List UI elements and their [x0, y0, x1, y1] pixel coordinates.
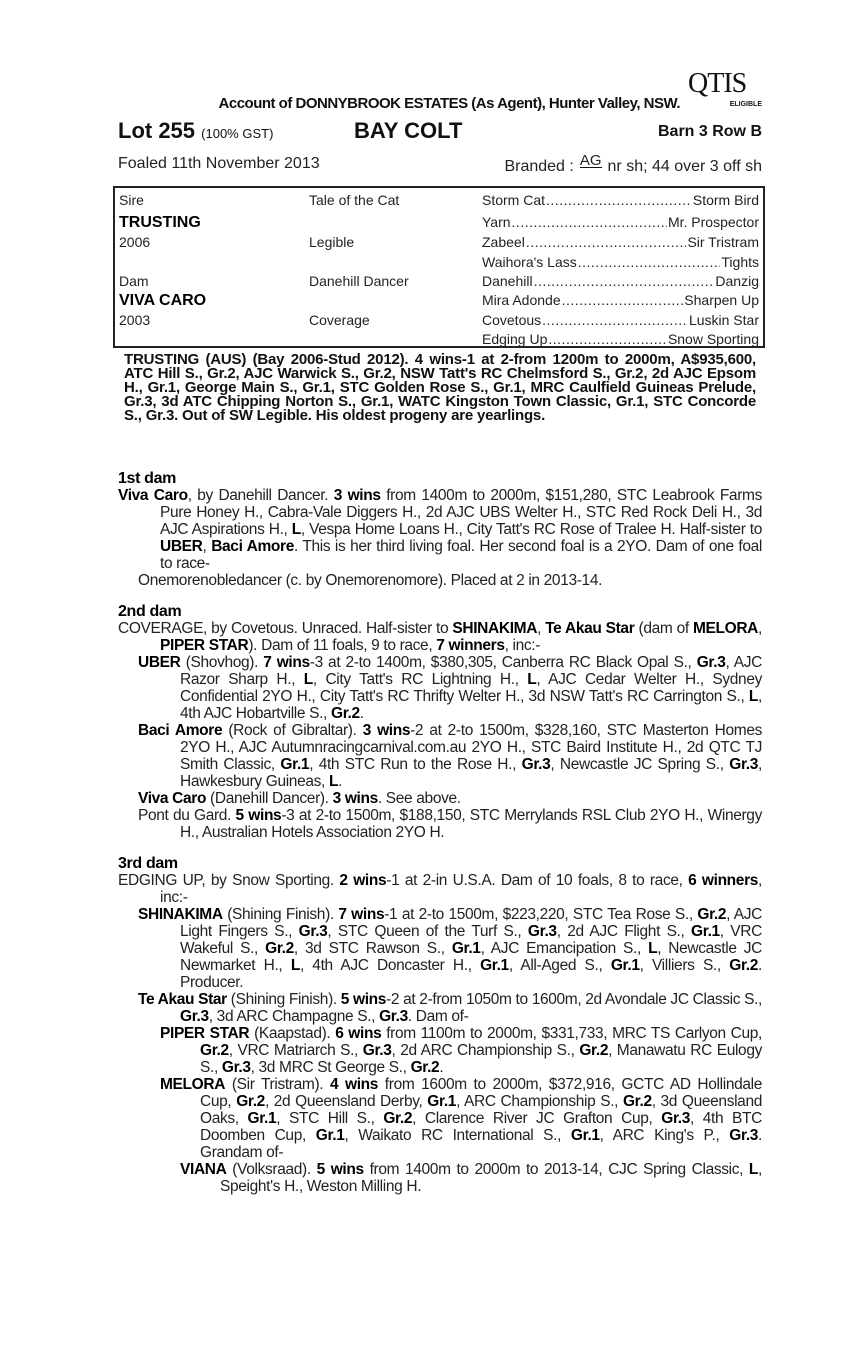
- bold-text: Gr.2: [622, 1093, 652, 1110]
- text: , 4th BTC Doomben Cup,: [200, 1110, 762, 1144]
- pedigree-grandparent: Danehill Dancer: [309, 273, 409, 289]
- text: .: [359, 705, 364, 722]
- pedigree-great-great-grandparent: Sharpen Up: [684, 292, 759, 308]
- bold-text: L: [328, 773, 339, 790]
- bold-text: Viva Caro: [118, 487, 188, 504]
- bold-text: Gr.3: [729, 1127, 759, 1144]
- bold-text: PIPER STAR: [160, 637, 249, 654]
- text: , Newcastle JC Spring S.,: [550, 756, 730, 773]
- pedigree-great-grandparent: Yarn: [482, 214, 511, 230]
- text: ). Dam of 11 foals, 9 to race,: [248, 637, 437, 654]
- pedigree-parent: TRUSTING: [119, 214, 201, 231]
- text: Onemorenobledancer (c. by Onemorenomore). Placed at 2 in 2013-14.: [138, 572, 603, 589]
- produce-record: [118, 807, 762, 841]
- bold-text: L: [303, 671, 313, 688]
- pedigree-great-grandparent: Zabeel: [482, 234, 525, 250]
- text: , VRC Matriarch S.,: [228, 1042, 363, 1059]
- produce-record: [118, 654, 762, 722]
- text: COVERAGE, by Covetous. Unraced. Half-sister to: [118, 620, 453, 637]
- pedigree-great-grandparent: Edging Up: [482, 331, 548, 347]
- qtis-eligible-logo: [688, 70, 764, 110]
- lot-line: [118, 118, 762, 146]
- branded-label: Branded :: [504, 158, 574, 175]
- produce-record: [118, 572, 762, 589]
- text: , 3d Queensland Oaks,: [200, 1093, 762, 1127]
- bold-text: 5 wins: [316, 1161, 364, 1178]
- bold-text: MELORA: [692, 620, 759, 637]
- dot-leader: [578, 254, 721, 270]
- bold-text: 6 wins: [335, 1025, 382, 1042]
- text: , 2d Queensland Derby,: [264, 1093, 428, 1110]
- bold-text: Baci Amore: [138, 722, 223, 739]
- text: , Speight's H., Weston Milling H.: [220, 1161, 762, 1195]
- bold-text: Gr.1: [691, 923, 720, 940]
- pedigree-grandparent: Coverage: [309, 312, 370, 328]
- dam-section: [118, 603, 762, 841]
- pedigree-great-grandparent: Storm Cat: [482, 192, 546, 208]
- bold-text: Gr.1: [315, 1127, 345, 1144]
- text: , Villiers S.,: [639, 957, 730, 974]
- dot-leader: [534, 273, 715, 289]
- pedigree-grandparent: Legible: [309, 234, 355, 250]
- bold-text: 3 wins: [332, 790, 378, 807]
- bold-text: VIANA: [180, 1161, 227, 1178]
- text: .: [338, 773, 343, 790]
- foaled-date: Foaled 11th November 2013: [118, 155, 320, 172]
- pedigree-table: [113, 186, 765, 348]
- bold-text: Gr.2: [330, 705, 360, 722]
- bold-text: Gr.3: [661, 1110, 691, 1127]
- bold-text: Gr.3: [221, 1059, 251, 1076]
- text: . Dam of-: [407, 1008, 469, 1025]
- text: , 2d AJC Flight S.,: [556, 923, 692, 940]
- text: , Newcastle JC Newmarket H.,: [180, 940, 762, 974]
- bold-text: Gr.1: [247, 1110, 277, 1127]
- text: ,: [758, 620, 762, 637]
- text: , Waikato RC International S.,: [344, 1127, 571, 1144]
- text: -2 at 2-from 1050m to 1600m, 2d Avondale JC Classic S.,: [386, 991, 762, 1008]
- bold-text: Gr.1: [451, 940, 481, 957]
- bold-text: MELORA: [160, 1076, 226, 1093]
- text: , STC Hill S.,: [276, 1110, 384, 1127]
- bold-text: Gr.3: [362, 1042, 392, 1059]
- bold-text: Gr.1: [480, 957, 509, 974]
- text: -2 at 2-to 1500m, $328,160, STC Masterton Homes 2YO H., AJC Autumnracingcarnival.com.au 2YO H., STC Baird Institute H., 2d QTC TJ Smith Classic,: [180, 722, 762, 773]
- pedigree-parent: 2003: [119, 312, 151, 328]
- pedigree-parent: VIVA CARO: [119, 292, 207, 309]
- bold-text: Gr.3: [521, 756, 551, 773]
- barn-location: Barn 3 Row B: [657, 123, 762, 140]
- text: ,: [202, 538, 212, 555]
- text: , Vespa Home Loans H., City Tatt's RC Rose of Tralee H. Half-sister to: [300, 521, 762, 538]
- text: ,: [537, 620, 546, 637]
- pedigree-row: [115, 273, 763, 292]
- pedigree-great-great-grandparent: Luskin Star: [688, 312, 759, 328]
- pedigree-row: [115, 312, 763, 331]
- pedigree-parent: 2006: [119, 234, 151, 250]
- text: , AJC Light Fingers S.,: [180, 906, 762, 940]
- qtis-logo-text: QTIS: [688, 68, 747, 99]
- bold-text: Gr.1: [610, 957, 640, 974]
- text: .: [439, 1059, 444, 1076]
- bold-text: UBER: [160, 538, 203, 555]
- dam-section: [118, 855, 762, 1195]
- pedigree-parent: Sire: [119, 192, 144, 208]
- bold-text: UBER: [138, 654, 181, 671]
- text: , VRC Wakeful S.,: [180, 923, 762, 957]
- section-heading: 2nd dam: [118, 603, 182, 620]
- brand-mark: AG: [579, 152, 602, 169]
- bold-text: Gr.1: [280, 756, 310, 773]
- foaled-line: [118, 152, 762, 177]
- text: -3 at 2-to 1500m, $188,150, STC Merrylands RSL Club 2YO H., Winergy H., Australian Hotels Association 2YO H.: [180, 807, 762, 841]
- bold-text: 5 wins: [340, 991, 387, 1008]
- produce-record: [118, 991, 762, 1025]
- bold-text: 4 wins: [329, 1076, 379, 1093]
- dot-leader: [562, 292, 684, 308]
- bold-text: Gr.2: [265, 940, 294, 957]
- text: (Shovhog).: [180, 654, 264, 671]
- dot-leader: [512, 214, 667, 230]
- produce-record: [118, 620, 762, 654]
- bold-text: Gr.1: [427, 1093, 457, 1110]
- text: (Shining Finish).: [222, 906, 339, 923]
- section-heading: 3rd dam: [118, 855, 178, 872]
- dam-section: [118, 470, 762, 589]
- produce-record: [118, 1076, 762, 1161]
- pedigree-parent: Dam: [119, 273, 149, 289]
- text: (Sir Tristram).: [225, 1076, 330, 1093]
- produce-record: [118, 790, 762, 807]
- bold-text: Gr.2: [383, 1110, 413, 1127]
- lot-label: Lot 255: [118, 118, 196, 143]
- bold-text: Gr.3: [527, 923, 557, 940]
- bold-text: L: [291, 521, 301, 538]
- text: from 1100m to 2000m, $331,733, MRC TS Carlyon Cup,: [381, 1025, 762, 1042]
- produce-record: [118, 1161, 762, 1195]
- text: from 1400m to 2000m to 2013-14, CJC Spring Classic,: [363, 1161, 749, 1178]
- pedigree-great-great-grandparent: Danzig: [715, 273, 759, 289]
- text: , AJC Cedar Welter H., Sydney Confidential 2YO H., City Tatt's RC Thrifty Welter H., 3d NSW Tatt's RC Carrington S.,: [180, 671, 762, 705]
- pedigree-great-grandparent: Covetous: [482, 312, 542, 328]
- text: . See above.: [377, 790, 461, 807]
- pedigree-great-grandparent: Waihora's Lass: [482, 254, 577, 270]
- bold-text: Gr.2: [697, 906, 727, 923]
- produce-record: [118, 906, 762, 991]
- text: , City Tatt's RC Lightning H.,: [312, 671, 528, 688]
- pedigree-great-grandparent: Mira Adonde: [482, 292, 561, 308]
- text: (Rock of Gibraltar).: [222, 722, 363, 739]
- text: -3 at 2-to 1400m, $380,305, Canberra RC Black Opal S.,: [309, 654, 697, 671]
- bold-text: Gr.3: [696, 654, 726, 671]
- text: EDGING UP, by Snow Sporting.: [118, 872, 340, 889]
- bold-text: Gr.3: [180, 1008, 209, 1025]
- qtis-logo-sub: ELIGIBLE: [729, 101, 762, 108]
- text: , ARC King's P.,: [599, 1127, 730, 1144]
- bold-text: Gr.1: [570, 1127, 600, 1144]
- bold-text: 7 winners: [436, 637, 505, 654]
- brand-info: [504, 152, 762, 176]
- bold-text: Viva Caro: [138, 790, 207, 807]
- lot-number: [118, 118, 273, 144]
- text: -1 at 2-in U.S.A. Dam of 10 foals, 8 to race,: [386, 872, 689, 889]
- bold-text: 7 wins: [263, 654, 310, 671]
- bold-text: L: [648, 940, 658, 957]
- bold-text: Te Akau Star: [138, 991, 227, 1008]
- bold-text: Gr.2: [579, 1042, 609, 1059]
- bold-text: 6 winners: [688, 872, 759, 889]
- bold-text: 2 wins: [339, 872, 387, 889]
- text: . Grandam of-: [200, 1127, 763, 1161]
- pedigree-great-great-grandparent: Snow Sporting: [667, 331, 759, 347]
- produce-record: [118, 487, 762, 572]
- bold-text: L: [748, 688, 759, 705]
- bold-text: 7 wins: [338, 906, 385, 923]
- text: , 3d ARC Champagne S.,: [208, 1008, 380, 1025]
- text: , 3d MRC St George S.,: [250, 1059, 411, 1076]
- pedigree-row: [115, 214, 763, 233]
- text: , ARC Championship S.,: [456, 1093, 623, 1110]
- vendor-account: Account of DONNYBROOK ESTATES (As Agent), Hunter Valley, NSW.: [218, 95, 680, 112]
- text: , 4th AJC Doncaster H.,: [299, 957, 481, 974]
- text: , STC Queen of the Turf S.,: [327, 923, 528, 940]
- text: , AJC Emancipation S.,: [480, 940, 649, 957]
- text: (Volksraad).: [226, 1161, 317, 1178]
- dot-leader: [546, 192, 692, 208]
- brand-detail: nr sh; 44 over 3 off sh: [607, 158, 762, 175]
- bold-text: 3 wins: [333, 487, 381, 504]
- bold-text: L: [290, 957, 300, 974]
- text: , inc:-: [504, 637, 541, 654]
- bold-text: Gr.2: [236, 1093, 265, 1110]
- text: from 1400m to 2000m, $151,280, STC Leabrook Farms Pure Honey H., Cabra-Vale Diggers H., 2d AJC UBS Welter H., STC Red Rock Deli H., 3d AJC Aspirations H.,: [160, 487, 762, 538]
- bold-text: Gr.3: [379, 1008, 408, 1025]
- bold-text: 3 wins: [362, 722, 411, 739]
- text: , 4th STC Run to the Rose H.,: [309, 756, 522, 773]
- text: (Shining Finish).: [226, 991, 341, 1008]
- bold-text: Gr.2: [729, 957, 759, 974]
- text: , by Danehill Dancer.: [187, 487, 334, 504]
- text: , 4th AJC Hobartville S.,: [180, 688, 762, 722]
- text: -1 at 2-to 1500m, $223,220, STC Tea Rose S.,: [384, 906, 698, 923]
- pedigree-row: [115, 254, 763, 273]
- bold-text: 5 wins: [235, 807, 282, 824]
- bold-text: SHINAKIMA: [452, 620, 538, 637]
- text: (dam of: [634, 620, 693, 637]
- horse-description: BAY COLT: [354, 118, 463, 143]
- bold-text: Gr.3: [729, 756, 759, 773]
- pedigree-row: [115, 292, 763, 311]
- pedigree-row: [115, 331, 763, 350]
- produce-record: [118, 722, 762, 790]
- bold-text: L: [527, 671, 537, 688]
- sire-summary: TRUSTING (AUS) (Bay 2006-Stud 2012). 4 wins-1 at 2-from 1200m to 2000m, A$935,600, ATC Hill S., Gr.2, AJC Warwick S., Gr.2, NSW Tatt's RC Chelmsford S., Gr.2, 2d AJC Epsom H., Gr.1, George Main S., Gr.1, STC Golden Rose S., Gr.1, MRC Caulfield Guineas Prelude, Gr.3, 3d ATC Chipping Norton S., Gr.1, WATC Kingston Town Classic, Gr.1, STC Concorde S., Gr.3. Out of SW Legible. His oldest progeny are yearlings.: [124, 351, 756, 424]
- text: , Clarence River JC Grafton Cup,: [412, 1110, 662, 1127]
- produce-record: [118, 1025, 762, 1076]
- section-heading: 1st dam: [118, 470, 177, 487]
- pedigree-great-great-grandparent: Mr. Prospector: [667, 214, 759, 230]
- text: , AJC Razor Sharp H.,: [180, 654, 763, 688]
- pedigree-great-great-grandparent: Sir Tristram: [687, 234, 759, 250]
- text: , 3d STC Rawson S.,: [293, 940, 452, 957]
- pedigree-row: [115, 192, 763, 211]
- produce-record: [118, 872, 762, 906]
- gst-note: (100% GST): [201, 126, 274, 141]
- pedigree-grandparent: Tale of the Cat: [309, 192, 400, 208]
- pedigree-row: [115, 234, 763, 253]
- pedigree-great-great-grandparent: Tights: [721, 254, 759, 270]
- text: . Producer.: [180, 957, 762, 991]
- bold-text: Gr.3: [298, 923, 328, 940]
- text: , Hawkesbury Guineas,: [180, 756, 762, 790]
- text: , All-Aged S.,: [508, 957, 611, 974]
- dot-leader: [548, 331, 667, 347]
- bold-text: SHINAKIMA: [138, 906, 223, 923]
- text: . This is her third living foal. Her second foal is a 2YO. Dam of one foal to race-: [160, 538, 762, 572]
- text: from 1600m to 2000m, $372,916, GCTC AD Hollindale Cup,: [200, 1076, 762, 1110]
- bold-text: PIPER STAR: [160, 1025, 250, 1042]
- text: (Kaapstad).: [249, 1025, 336, 1042]
- text: Pont du Gard.: [138, 807, 236, 824]
- pedigree-great-grandparent: Danehill: [482, 273, 533, 289]
- bold-text: Gr.2: [200, 1042, 229, 1059]
- text: , Manawatu RC Eulogy S.,: [200, 1042, 762, 1076]
- bold-text: Gr.2: [410, 1059, 440, 1076]
- dam-family-body: [118, 470, 762, 1195]
- text: , 2d ARC Championship S.,: [391, 1042, 580, 1059]
- dot-leader: [542, 312, 688, 328]
- dot-leader: [526, 234, 687, 250]
- text: (Danehill Dancer).: [206, 790, 333, 807]
- pedigree-great-great-grandparent: Storm Bird: [692, 192, 759, 208]
- bold-text: Te Akau Star: [545, 620, 635, 637]
- bold-text: L: [748, 1161, 759, 1178]
- text: , inc:-: [160, 872, 762, 906]
- bold-text: Baci Amore: [211, 538, 294, 555]
